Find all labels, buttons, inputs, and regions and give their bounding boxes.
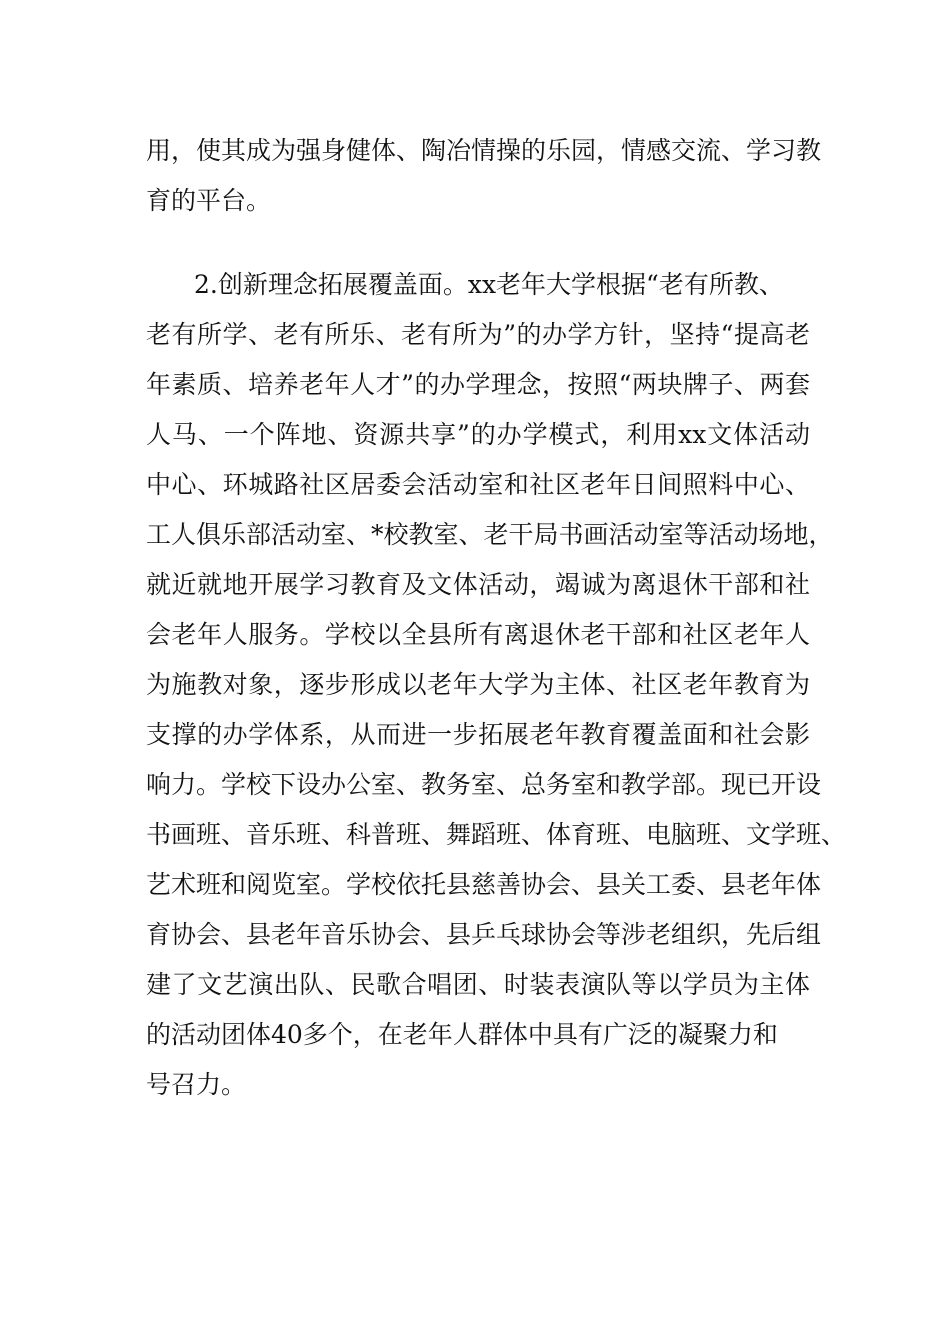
text-line: 工人俱乐部活动室、*校教室、老干局书画活动室等活动场地， xyxy=(146,520,834,549)
paragraph-1 xyxy=(146,126,822,226)
text-line: 中心、环城路社区居委会活动室和社区老年日间照料中心、 xyxy=(146,470,810,499)
text-line: 用，使其成为强身健体、陶冶情操的乐园，情感交流、学习教 xyxy=(146,136,822,165)
text-line: 年素质、培养老年人才”的办学理念，按照“两块牌子、两套 xyxy=(146,370,810,399)
text-line: 老有所学、老有所乐、老有所为”的办学方针，坚持“提高老 xyxy=(146,320,810,349)
text-line: 的活动团体40多个，在老年人群体中具有广泛的凝聚力和 xyxy=(146,1020,778,1049)
text-line: 人马、一个阵地、资源共享”的办学模式，利用xx文体活动 xyxy=(146,420,810,449)
text-line: 支撑的办学体系，从而进一步拓展老年教育覆盖面和社会影 xyxy=(146,720,810,749)
text-line: 就近就地开展学习教育及文体活动，竭诚为离退休干部和社 xyxy=(146,570,810,599)
text-line: 书画班、音乐班、科普班、舞蹈班、体育班、电脑班、文学班、 xyxy=(146,820,847,849)
paragraph-2 xyxy=(146,260,847,1110)
text-line: 育的平台。 xyxy=(146,186,272,215)
text-line: 艺术班和阅览室。学校依托县慈善协会、县关工委、县老年体 xyxy=(146,870,822,899)
text-line: 为施教对象，逐步形成以老年大学为主体、社区老年教育为 xyxy=(146,670,810,699)
text-line: 号召力。 xyxy=(146,1070,247,1099)
text-line: 会老年人服务。学校以全县所有离退休老干部和社区老年人 xyxy=(146,620,810,649)
text-line: 响力。学校下设办公室、教务室、总务室和教学部。现已开设 xyxy=(146,770,822,799)
text-line: 育协会、县老年音乐协会、县乒乓球协会等涉老组织，先后组 xyxy=(146,920,822,949)
text-line: 建了文艺演出队、民歌合唱团、时装表演队等以学员为主体 xyxy=(146,970,810,999)
text-line: 2.创新理念拓展覆盖面。xx老年大学根据“老有所教、 xyxy=(194,270,784,299)
